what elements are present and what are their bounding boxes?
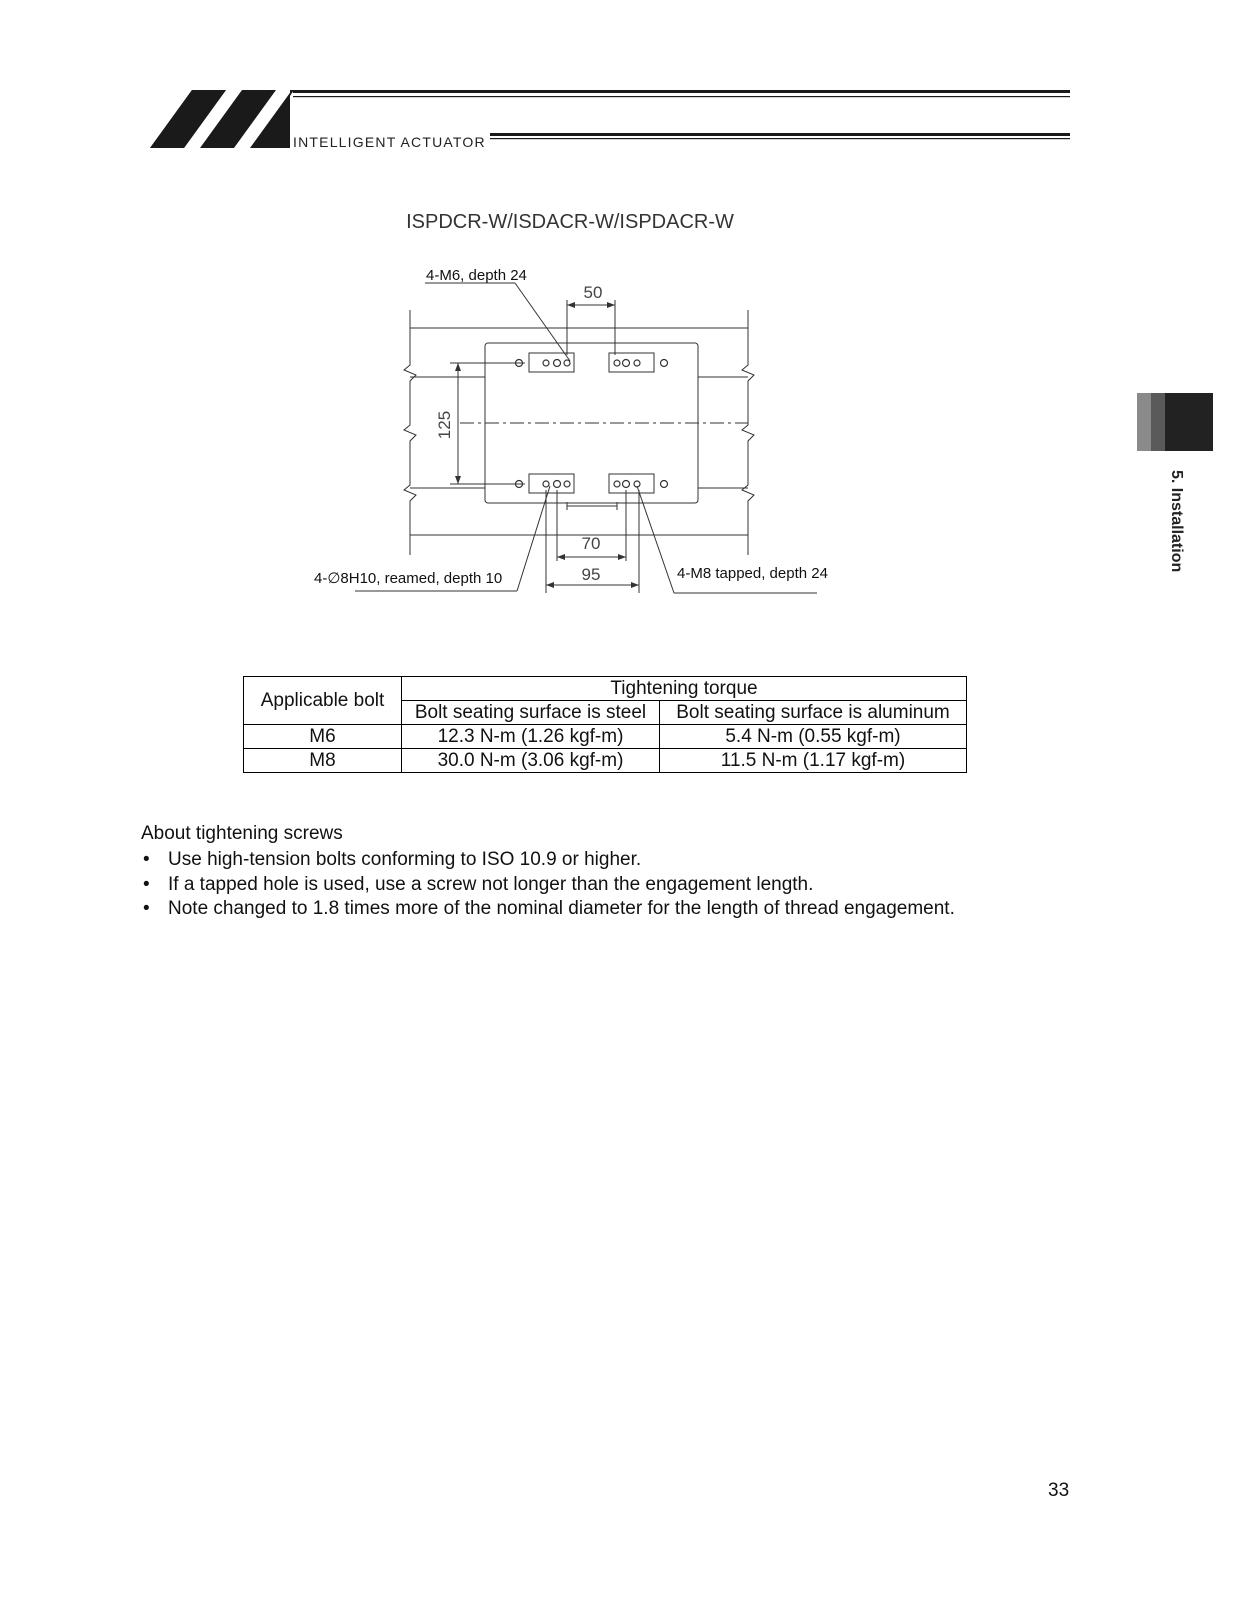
cell-aluminum: 5.4 N-m (0.55 kgf-m) (660, 725, 967, 749)
notes-list (141, 848, 1141, 922)
dim-outer-spacing: 95 (581, 565, 601, 584)
list-item (141, 873, 1141, 898)
table-row (244, 749, 967, 773)
dim-inner-spacing: 70 (581, 534, 601, 553)
section-tab-label: 5. Installation (1168, 470, 1185, 573)
cell-bolt: M8 (244, 749, 402, 773)
section-tab-marker (1137, 393, 1213, 451)
callout-reamed-holes: 4-∅8H10, reamed, depth 10 (314, 570, 503, 587)
note-text: Use high-tension bolts conforming to ISO 10.9 or higher. (168, 849, 642, 870)
page-number: 33 (1048, 1480, 1070, 1501)
bullet: • (143, 898, 150, 919)
header-tightening-torque: Tightening torque (402, 677, 967, 701)
dim-top-spacing: 50 (583, 283, 603, 302)
note-text: Note changed to 1.8 times more of the nominal diameter for the length of thread engagement. (168, 898, 955, 919)
cell-steel: 30.0 N-m (3.06 kgf-m) (402, 749, 660, 773)
list-item (141, 897, 1141, 922)
table-row (244, 725, 967, 749)
brand-name: INTELLIGENT ACTUATOR (293, 134, 486, 150)
cell-aluminum: 11.5 N-m (1.17 kgf-m) (660, 749, 967, 773)
cell-bolt: M6 (244, 725, 402, 749)
iai-logo (150, 88, 1070, 152)
header-steel: Bolt seating surface is steel (402, 701, 660, 725)
header-applicable-bolt: Applicable bolt (244, 677, 402, 725)
notes-heading: About tightening screws (141, 823, 343, 844)
tightening-torque-table (243, 676, 967, 773)
cell-steel: 12.3 N-m (1.26 kgf-m) (402, 725, 660, 749)
header-aluminum: Bolt seating surface is aluminum (660, 701, 967, 725)
callout-tapped-holes: 4-M8 tapped, depth 24 (677, 565, 828, 582)
dim-vertical-spacing: 125 (435, 410, 454, 440)
callout-top-holes: 4-M6, depth 24 (426, 267, 527, 284)
tightening-notes (141, 822, 1141, 922)
drawing-title: ISPDCR-W/ISDACR-W/ISPDACR-W (406, 211, 734, 233)
bullet: • (143, 849, 150, 870)
list-item (141, 848, 1141, 873)
bullet: • (143, 873, 150, 895)
note-text: If a tapped hole is used, use a screw not longer than the engagement length. (168, 873, 814, 895)
mounting-hole-drawing (300, 255, 860, 605)
